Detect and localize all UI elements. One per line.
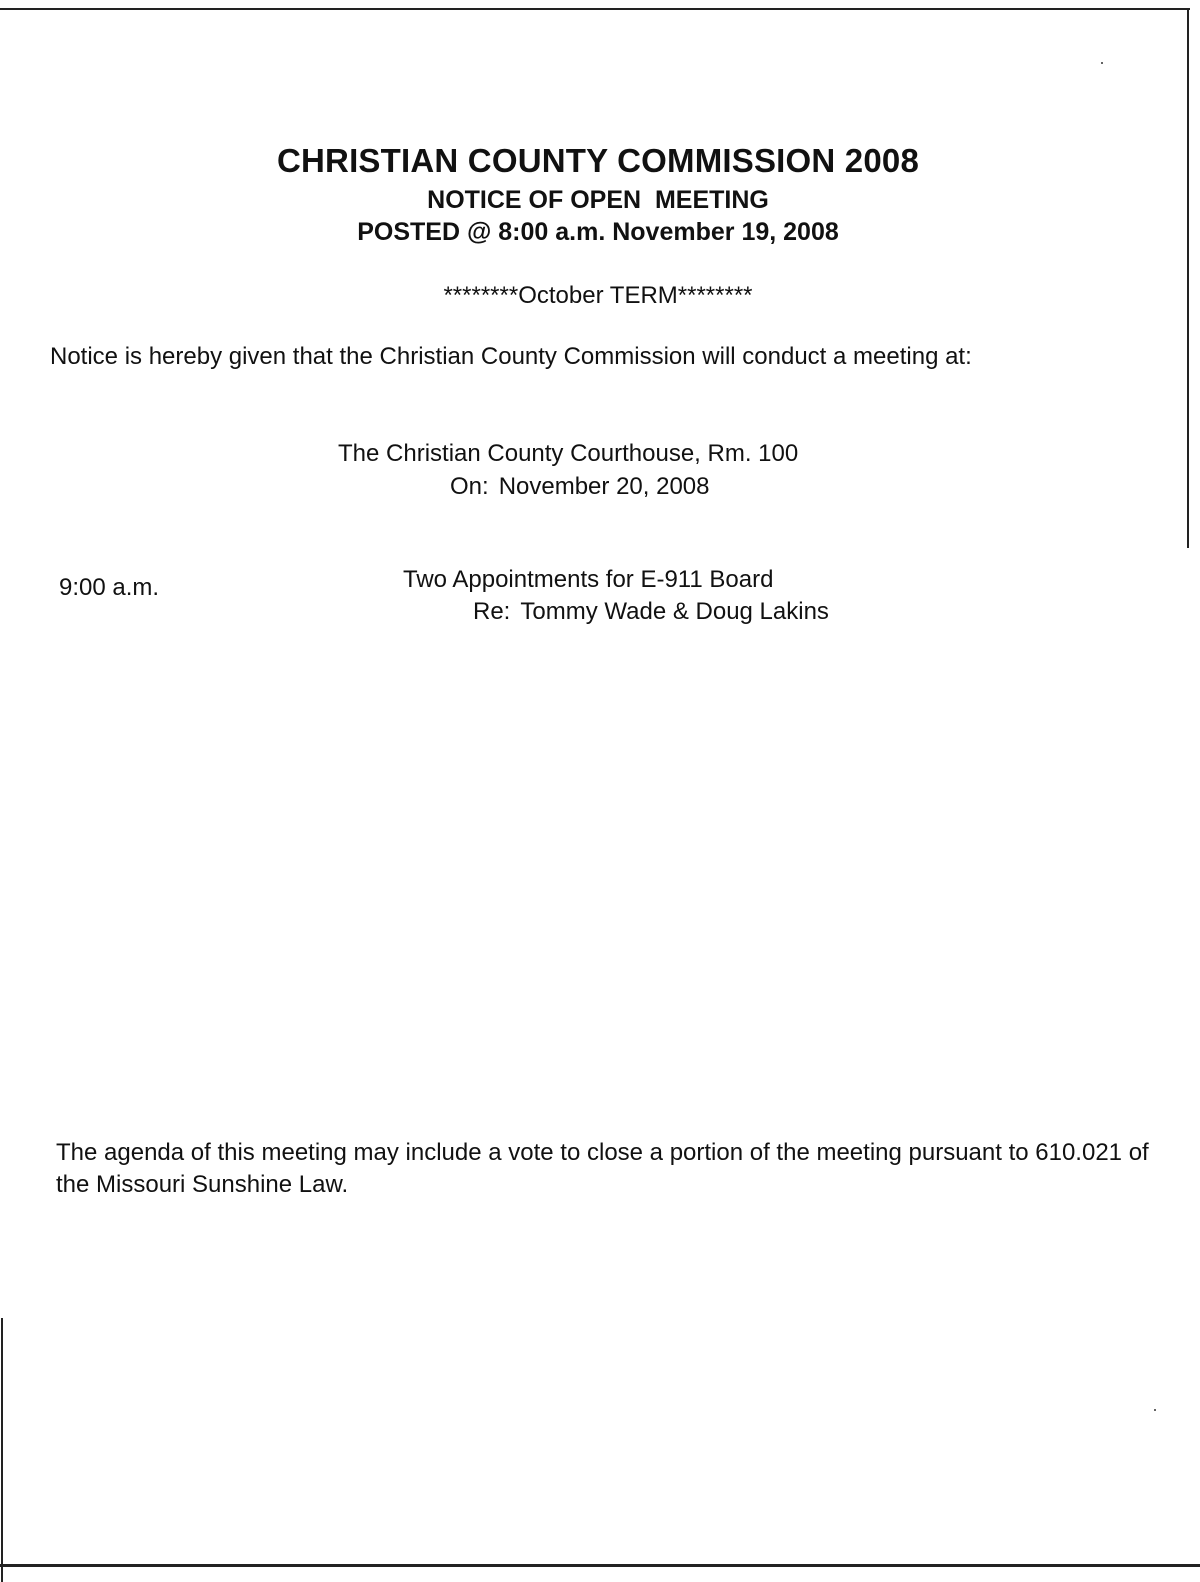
scan-speck bbox=[1101, 62, 1103, 64]
agenda-item-regarding bbox=[473, 598, 829, 626]
scan-edge-left bbox=[1, 1318, 3, 1582]
meeting-location: The Christian County Courthouse, Rm. 100 bbox=[338, 440, 799, 467]
agenda-re-names: Tommy Wade & Doug Lakins bbox=[520, 598, 829, 625]
scan-edge-right bbox=[1187, 8, 1189, 548]
intro-paragraph: Notice is hereby given that the Christian County Commission will conduct a meeting at: bbox=[50, 343, 972, 370]
scan-speck bbox=[1154, 1409, 1156, 1411]
agenda-item-time: 9:00 a.m. bbox=[59, 574, 160, 601]
meeting-date: November 20, 2008 bbox=[498, 473, 710, 500]
scan-edge-bottom bbox=[0, 1564, 1200, 1567]
agenda-re-label: Re: bbox=[473, 598, 511, 625]
posted-line: POSTED @ 8:00 a.m. November 19, 2008 bbox=[357, 218, 839, 246]
term-line: ********October TERM******** bbox=[443, 282, 753, 309]
meeting-date-line bbox=[450, 473, 709, 501]
notice-heading: NOTICE OF OPEN MEETING bbox=[427, 186, 769, 214]
meeting-date-label: On: bbox=[450, 473, 489, 500]
closing-note: The agenda of this meeting may include a vote to close a portion of the meeting pursuant to 610.021 of the Missouri Sunshine Law. bbox=[56, 1139, 1149, 1198]
document-title: CHRISTIAN COUNTY COMMISSION 2008 bbox=[276, 142, 920, 179]
agenda-item-title: Two Appointments for E-911 Board bbox=[403, 566, 774, 593]
scan-edge-top bbox=[0, 8, 1190, 10]
